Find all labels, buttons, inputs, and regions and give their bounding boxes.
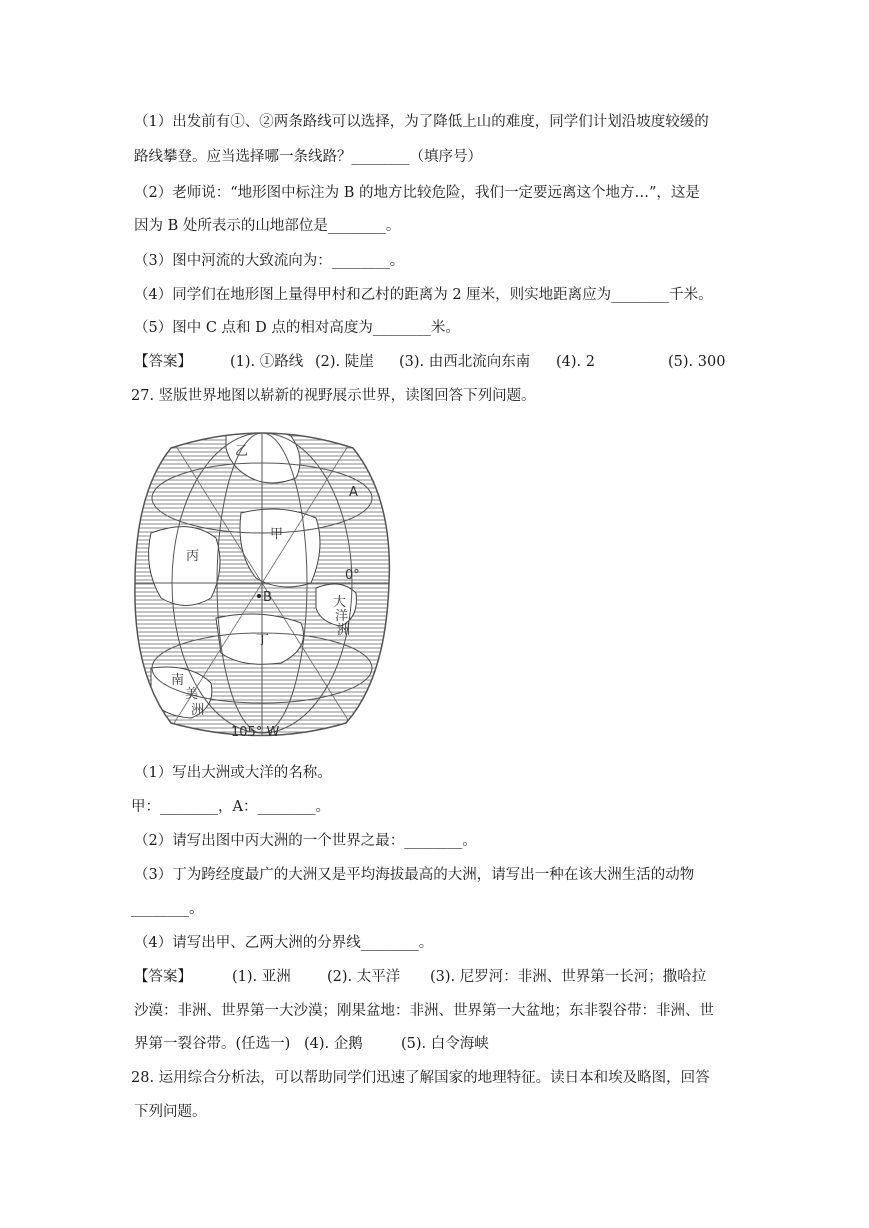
- label-longitude: 105° W: [231, 725, 280, 740]
- q28-line2: 下列问题。: [134, 1104, 207, 1120]
- label-mei: 美: [185, 687, 199, 702]
- q26-part4: （4）同学们在地形图上量得甲村和乙村的距离为 2 厘米，则实地距离应为________千米。: [134, 287, 713, 303]
- world-map-svg: [131, 418, 393, 748]
- answer-item: (3). 尼罗河：非洲、世界第一长河；撒哈拉: [430, 969, 707, 985]
- answer-item: (4). 2: [556, 354, 595, 370]
- answer-item: (5). 300: [668, 354, 726, 370]
- q26-part5: （5）图中 C 点和 D 点的相对高度为________米。: [134, 320, 460, 336]
- q27-part2: （2）请写出图中丙大洲的一个世界之最：________。: [134, 833, 477, 849]
- q26-answer: [134, 352, 725, 372]
- label-b: B: [263, 590, 272, 605]
- label-ding: 丁: [256, 633, 270, 648]
- label-a: A: [349, 485, 358, 500]
- label-equator: 0°: [345, 568, 360, 583]
- q26-part2-line2: 因为 B 处所表示的山地部位是________。: [134, 218, 401, 234]
- q27-part1-blank: 甲：________，A：________。: [131, 799, 330, 815]
- answer-item: (2). 太平洋: [327, 969, 401, 985]
- answer-label: 【答案】: [134, 354, 192, 370]
- answer-item: (1). 亚洲: [232, 969, 291, 985]
- label-da: 大: [333, 595, 347, 610]
- q26-part3: （3）图中河流的大致流向为：________。: [134, 253, 405, 269]
- q27-answer-line3: [134, 1034, 489, 1054]
- label-zhou: 洲: [337, 623, 351, 638]
- answer-item: (1). ①路线: [230, 354, 304, 370]
- q27-part3-line2: ________。: [131, 901, 204, 917]
- q27-part1: （1）写出大洲或大洋的名称。: [134, 765, 332, 781]
- label-yang: 洋: [335, 609, 349, 624]
- answer-item: (2). 陡崖: [315, 354, 374, 370]
- label-yi: 乙: [235, 444, 249, 459]
- answer-item: (4). 企鹅: [304, 1036, 363, 1052]
- answer-item: (3). 由西北流向东南: [399, 354, 531, 370]
- q26-part1-line2: 路线攀登。应当选择哪一条线路？________（填序号）: [134, 149, 482, 165]
- label-zhou2: 洲: [191, 703, 205, 718]
- q27-part3-line1: （3）丁为跨经度最广的大洲又是平均海拔最高的大洲，请写出一种在该大洲生活的动物: [134, 867, 695, 883]
- q26-part2-line1: （2）老师说：“地形图中标注为 B 的地方比较危险，我们一定要远离这个地方…”，这是: [134, 185, 700, 201]
- q28-line1: 28. 运用综合分析法，可以帮助同学们迅速了解国家的地理特征。读日本和埃及略图，回答: [131, 1070, 710, 1086]
- q26-part1-line1: （1）出发前有①、②两条路线可以选择，为了降低上山的难度，同学们计划沿坡度较缓的: [134, 114, 709, 130]
- label-jia: 甲: [270, 527, 284, 542]
- answer-label: 【答案】: [134, 969, 192, 985]
- q27-part4: （4）请写出甲、乙两大洲的分界线________。: [134, 935, 434, 951]
- label-bing: 丙: [186, 549, 200, 564]
- q27-answer-line2: 沙漠：非洲、世界第一大沙漠；刚果盆地：非洲、世界第一大盆地；东非裂谷带：非洲、世: [134, 1003, 714, 1019]
- world-map-figure: [131, 418, 393, 748]
- answer-item: (5). 白令海峡: [401, 1036, 489, 1052]
- q27-title: 27. 竖版世界地图以崭新的视野展示世界，读图回答下列问题。: [131, 388, 536, 404]
- q27-answer-line1: [134, 967, 706, 987]
- answer-item: 界第一裂谷带。(任选一): [134, 1036, 291, 1052]
- label-nan: 南: [171, 673, 185, 688]
